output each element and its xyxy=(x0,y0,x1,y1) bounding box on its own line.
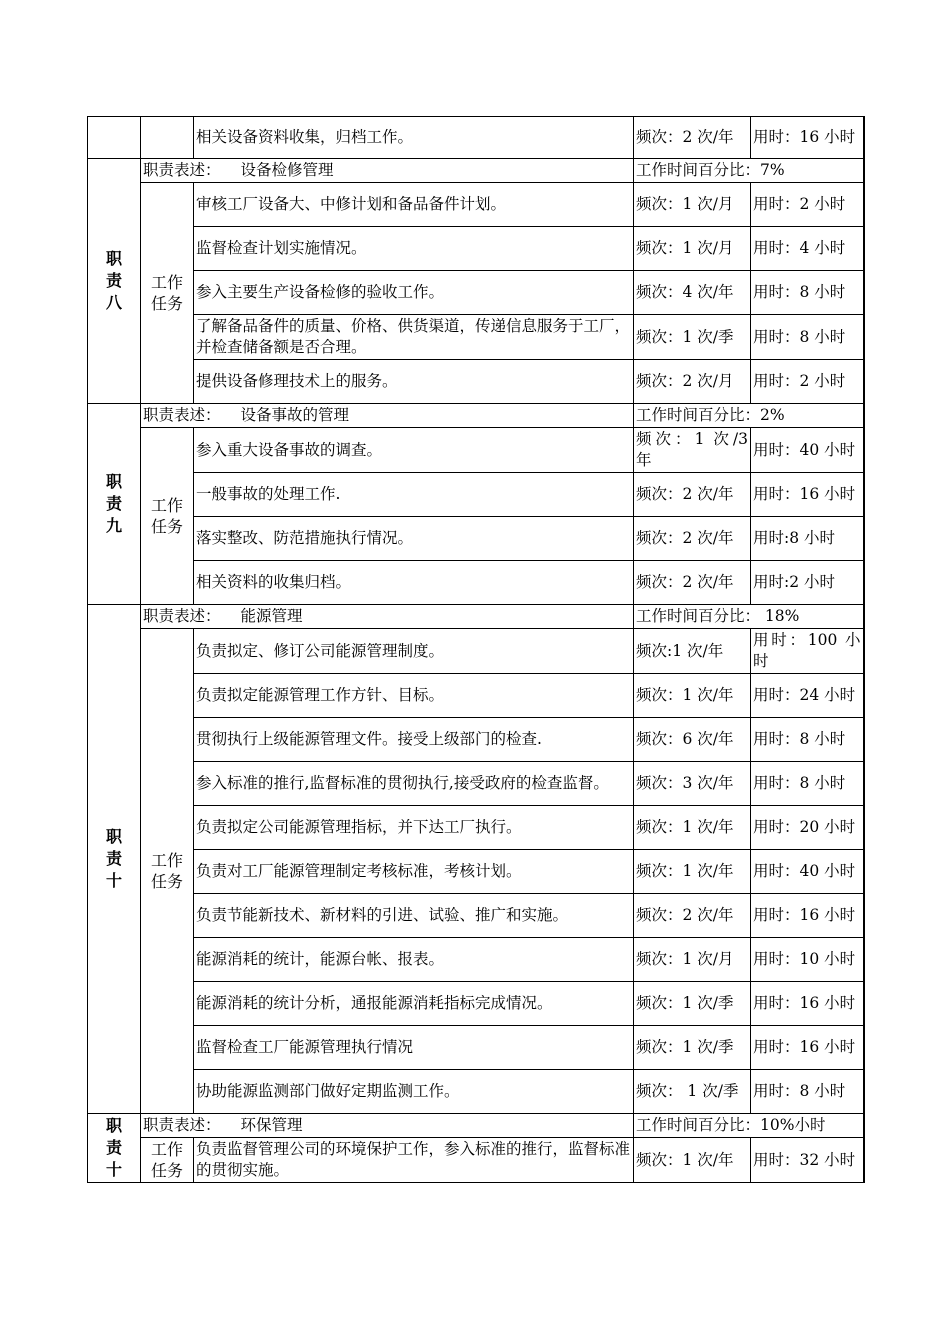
description-text: 设备检修管理 xyxy=(240,161,334,179)
task-row xyxy=(88,1138,864,1183)
task-frequency: 频次：2 次/年 xyxy=(634,517,751,561)
task-frequency: 频次：4 次/年 xyxy=(634,271,751,315)
time-percentage: 工作时间百分比： 18% xyxy=(634,605,864,629)
duty-label xyxy=(88,404,141,605)
task-description: 负责拟定、修订公司能源管理制度。 xyxy=(194,629,634,674)
task-row xyxy=(88,428,864,473)
time-percentage: 工作时间百分比：10%小时 xyxy=(634,1114,864,1138)
work-task-label xyxy=(141,428,194,605)
duty-table xyxy=(87,116,865,1183)
duty-label-text: 职责十 xyxy=(105,827,122,890)
task-hours: 用时：8 小时 xyxy=(751,718,864,762)
duty-desc-row xyxy=(88,159,864,183)
task-hours: 用时：16 小时 xyxy=(751,1026,864,1070)
task-description: 相关资料的收集归档。 xyxy=(194,561,634,605)
task-frequency: 频次：2 次/年 xyxy=(634,561,751,605)
task-row xyxy=(88,938,864,982)
duty-description xyxy=(141,404,634,428)
duty-label-text: 职责八 xyxy=(105,249,122,312)
task-description: 一般事故的处理工作. xyxy=(194,473,634,517)
task-hours: 用时：16 小时 xyxy=(751,982,864,1026)
task-hours: 用时：16 小时 xyxy=(751,473,864,517)
task-hours: 用时：40 小时 xyxy=(751,428,864,473)
task-hours: 用时：8 小时 xyxy=(751,315,864,360)
task-row xyxy=(88,561,864,605)
task-hours: 用时：4 小时 xyxy=(751,227,864,271)
task-frequency: 频次：2 次/年 xyxy=(634,117,751,159)
task-description: 负责拟定能源管理工作方针、目标。 xyxy=(194,674,634,718)
task-row xyxy=(88,806,864,850)
task-frequency: 频次：1 次/3 年 xyxy=(634,428,751,473)
task-description: 能源消耗的统计分析，通报能源消耗指标完成情况。 xyxy=(194,982,634,1026)
duty-desc-row xyxy=(88,1114,864,1138)
time-percentage: 工作时间百分比：7% xyxy=(634,159,864,183)
task-row xyxy=(88,718,864,762)
task-description: 监督检查计划实施情况。 xyxy=(194,227,634,271)
work-task-label xyxy=(141,1138,194,1183)
task-frequency: 频次：1 次/月 xyxy=(634,938,751,982)
duty-description xyxy=(141,1114,634,1138)
work-task-label xyxy=(141,117,194,159)
task-description: 协助能源监测部门做好定期监测工作。 xyxy=(194,1070,634,1114)
task-frequency: 频次：2 次/年 xyxy=(634,473,751,517)
task-row xyxy=(88,271,864,315)
task-hours: 用时：2 小时 xyxy=(751,183,864,227)
task-description: 落实整改、防范措施执行情况。 xyxy=(194,517,634,561)
duty-label xyxy=(88,159,141,404)
task-hours: 用时:2 小时 xyxy=(751,561,864,605)
task-description: 负责拟定公司能源管理指标，并下达工厂执行。 xyxy=(194,806,634,850)
task-description: 参入主要生产设备检修的验收工作。 xyxy=(194,271,634,315)
duty-label xyxy=(88,605,141,1114)
task-hours: 用时：8 小时 xyxy=(751,762,864,806)
task-frequency: 频次：6 次/年 xyxy=(634,718,751,762)
task-frequency: 频次:1 次/年 xyxy=(634,629,751,674)
task-frequency: 频次：3 次/年 xyxy=(634,762,751,806)
description-label: 职责表述： xyxy=(143,607,221,625)
task-frequency: 频次：1 次/季 xyxy=(634,982,751,1026)
task-row xyxy=(88,1070,864,1114)
task-frequency: 频次： 1 次/季 xyxy=(634,1070,751,1114)
work-task-label xyxy=(141,629,194,1114)
task-description: 相关设备资料收集，归档工作。 xyxy=(194,117,634,159)
task-description: 了解备品备件的质量、价格、供货渠道，传递信息服务于工厂，并检查储备额是否合理。 xyxy=(194,315,634,360)
task-frequency: 频次：1 次/年 xyxy=(634,674,751,718)
duty-desc-row xyxy=(88,404,864,428)
task-row xyxy=(88,762,864,806)
task-row xyxy=(88,183,864,227)
description-text: 环保管理 xyxy=(240,1116,303,1134)
task-row xyxy=(88,850,864,894)
task-frequency: 频次：1 次/月 xyxy=(634,227,751,271)
description-text: 能源管理 xyxy=(240,607,303,625)
duty-label xyxy=(88,117,141,159)
task-row xyxy=(88,117,864,159)
task-row xyxy=(88,674,864,718)
task-hours: 用时：8 小时 xyxy=(751,271,864,315)
task-hours: 用时：40 小时 xyxy=(751,850,864,894)
task-row xyxy=(88,982,864,1026)
description-label: 职责表述： xyxy=(143,161,221,179)
task-row xyxy=(88,360,864,404)
task-frequency: 频次：1 次/年 xyxy=(634,806,751,850)
duty-desc-row xyxy=(88,605,864,629)
work-task-label xyxy=(141,183,194,404)
task-hours: 用时：16 小时 xyxy=(751,894,864,938)
task-description: 参入重大设备事故的调查。 xyxy=(194,428,634,473)
work-task-label-text: 工作任务 xyxy=(150,496,183,536)
description-text: 设备事故的管理 xyxy=(240,406,350,424)
task-frequency: 频次：2 次/年 xyxy=(634,894,751,938)
task-row xyxy=(88,894,864,938)
description-label: 职责表述： xyxy=(143,406,221,424)
task-hours: 用时：16 小时 xyxy=(751,117,864,159)
task-hours: 用时：2 小时 xyxy=(751,360,864,404)
task-row xyxy=(88,1026,864,1070)
task-hours: 用时:8 小时 xyxy=(751,517,864,561)
work-task-label-text: 工作任务 xyxy=(150,273,183,313)
task-frequency: 频次：2 次/月 xyxy=(634,360,751,404)
task-frequency: 频次：1 次/月 xyxy=(634,183,751,227)
task-description: 负责监督管理公司的环境保护工作，参入标准的推行，监督标准的贯彻实施。 xyxy=(194,1138,634,1183)
task-description: 参入标准的推行,监督标准的贯彻执行,接受政府的检查监督。 xyxy=(194,762,634,806)
task-hours: 用时：8 小时 xyxy=(751,1070,864,1114)
task-description: 负责对工厂能源管理制定考核标准，考核计划。 xyxy=(194,850,634,894)
task-hours: 用时：100 小时 xyxy=(751,629,864,674)
task-row xyxy=(88,473,864,517)
work-task-label-text: 工作任务 xyxy=(150,851,183,891)
task-row xyxy=(88,315,864,360)
task-row xyxy=(88,517,864,561)
task-frequency: 频次：1 次/季 xyxy=(634,315,751,360)
table-body xyxy=(88,117,864,1183)
task-hours: 用时：24 小时 xyxy=(751,674,864,718)
task-description: 监督检查工厂能源管理执行情况 xyxy=(194,1026,634,1070)
duty-description xyxy=(141,159,634,183)
task-hours: 用时：10 小时 xyxy=(751,938,864,982)
task-row xyxy=(88,227,864,271)
duty-label xyxy=(88,1114,141,1183)
work-task-label-text: 工作任务 xyxy=(150,1140,183,1180)
time-percentage: 工作时间百分比：2% xyxy=(634,404,864,428)
task-row xyxy=(88,629,864,674)
duty-label-text: 职责九 xyxy=(105,472,122,535)
task-description: 负责节能新技术、新材料的引进、试验、推广和实施。 xyxy=(194,894,634,938)
task-description: 提供设备修理技术上的服务。 xyxy=(194,360,634,404)
task-hours: 用时：20 小时 xyxy=(751,806,864,850)
duty-label-text: 职责十 xyxy=(105,1116,122,1179)
description-label: 职责表述： xyxy=(143,1116,221,1134)
task-description: 贯彻执行上级能源管理文件。接受上级部门的检查. xyxy=(194,718,634,762)
task-description: 审核工厂设备大、中修计划和备品备件计划。 xyxy=(194,183,634,227)
task-frequency: 频次：1 次/季 xyxy=(634,1026,751,1070)
task-frequency: 频次：1 次/年 xyxy=(634,850,751,894)
duty-description xyxy=(141,605,634,629)
task-hours: 用时：32 小时 xyxy=(751,1138,864,1183)
task-description: 能源消耗的统计，能源台帐、报表。 xyxy=(194,938,634,982)
task-frequency: 频次：1 次/年 xyxy=(634,1138,751,1183)
